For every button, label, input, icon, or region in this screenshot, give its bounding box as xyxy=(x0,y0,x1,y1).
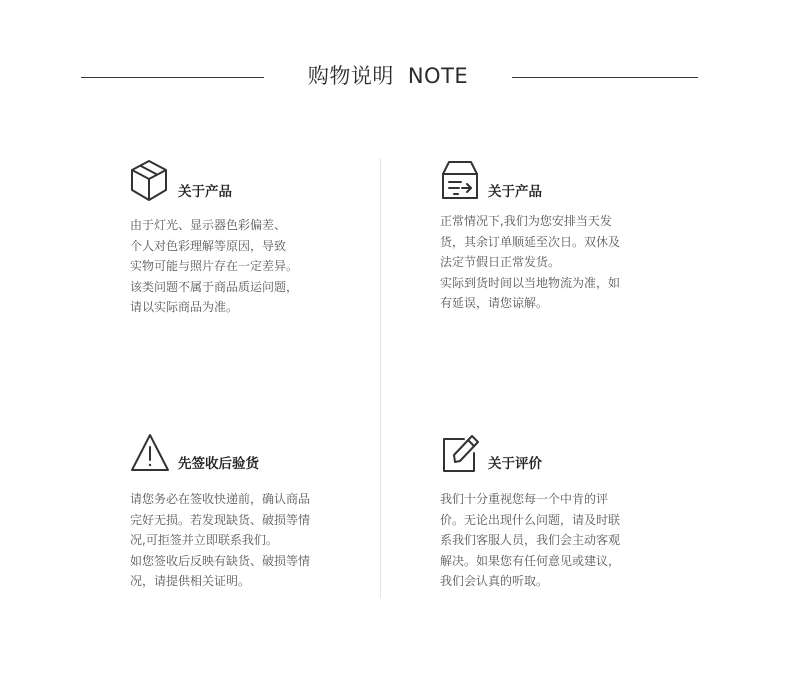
header-rule-left xyxy=(81,77,264,78)
body-line: 该类问题不属于商品质运问题， xyxy=(130,279,299,294)
body-line: 我们会认真的听取。 xyxy=(440,574,549,588)
section-body xyxy=(440,489,655,592)
section-title: 关于产品 xyxy=(488,184,542,200)
body-line: 系我们客服人员，我们会主动客观 xyxy=(440,533,621,547)
page-title xyxy=(264,60,512,90)
section-title: 先签收后验货 xyxy=(178,456,259,472)
section-header xyxy=(440,431,655,475)
body-line: 正常情况下,我们为您安排当天发 xyxy=(440,214,612,228)
body-line: 有延误，请您谅解。 xyxy=(440,296,549,310)
body-line: 完好无损。若发现缺货、破损等情 xyxy=(130,512,311,527)
body-line: 如您签收后反映有缺货、破损等情 xyxy=(130,553,311,568)
section-header xyxy=(440,159,655,203)
page-title-en: NOTE xyxy=(407,64,469,88)
section-reviews xyxy=(440,431,655,592)
section-title: 关于评价 xyxy=(488,456,542,472)
body-line: 请您务必在签收快递前，确认商品 xyxy=(130,492,311,506)
section-inspect-on-delivery xyxy=(130,431,345,592)
section-body xyxy=(130,215,345,318)
body-line: 个人对色彩理解等原因，导致 xyxy=(130,238,287,253)
body-line: 解决。如果您有任何意见或建议， xyxy=(440,553,621,568)
section-product-info xyxy=(130,159,345,318)
box-icon xyxy=(130,159,170,203)
body-line: 实际到货时间以当地物流为准，如 xyxy=(440,275,621,290)
body-line: 我们十分重视您每一个中肯的评 xyxy=(440,492,609,506)
column-divider xyxy=(380,158,381,598)
section-body xyxy=(130,489,345,592)
section-shipping-info xyxy=(440,159,655,314)
body-line: 请以实际商品为准。 xyxy=(130,300,239,314)
body-line: 由于灯光、显示器色彩偏差、 xyxy=(130,218,287,232)
body-line: 货，其余订单顺延至次日。双休及 xyxy=(440,234,621,249)
section-body xyxy=(440,211,655,314)
section-header xyxy=(130,431,345,475)
body-line: 实物可能与照片存在一定差异。 xyxy=(130,259,299,273)
body-line: 况,可拒签并立即联系我们。 xyxy=(130,533,278,547)
body-line: 价。无论出现什么问题，请及时联 xyxy=(440,512,621,527)
section-title: 关于产品 xyxy=(178,184,232,200)
header-rule-right xyxy=(512,77,698,78)
body-line: 法定节假日正常发货。 xyxy=(440,255,561,269)
edit-icon xyxy=(440,431,480,475)
warning-icon xyxy=(130,431,170,475)
section-header xyxy=(130,159,345,203)
page-title-cn: 购物说明 xyxy=(307,64,394,88)
body-line: 况，请提供相关证明。 xyxy=(130,574,251,588)
shipping-box-icon xyxy=(440,159,480,203)
